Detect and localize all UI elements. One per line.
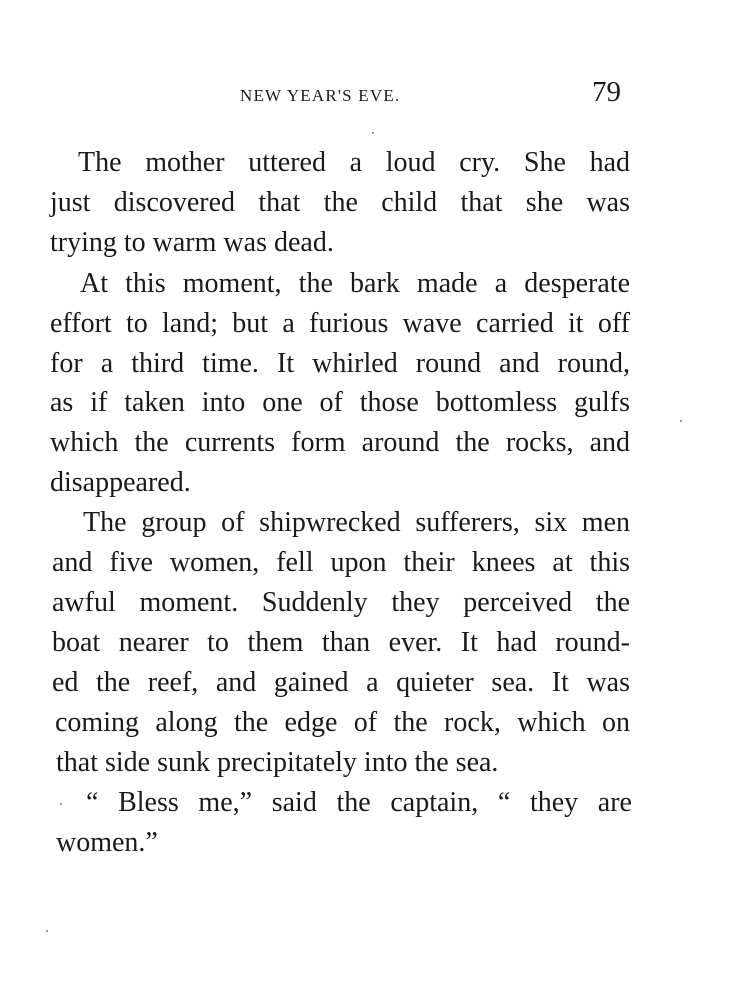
print-speck [46,930,48,932]
text-line: and five women, fell upon their knees at this [52,547,630,578]
print-speck [372,132,374,134]
text-line: disappeared. [50,467,191,498]
text-line: boat nearer to them than ever. It had round- [52,627,630,658]
text-line: trying to warm was dead. [50,227,334,258]
text-line: which the currents form around the rocks, and [50,427,630,458]
text-line: The mother uttered a loud cry. She had [78,147,630,178]
print-speck [680,420,682,422]
text-line: The group of shipwrecked sufferers, six men [83,507,630,538]
text-line: At this moment, the bark made a desperate [80,268,630,299]
text-line: coming along the edge of the rock, which on [55,707,630,738]
text-line: just discovered that the child that she was [50,187,630,218]
print-speck [60,803,62,805]
text-line: women.” [56,827,158,858]
text-line: as if taken into one of those bottomless gulfs [50,387,630,418]
text-line: “ Bless me,” said the captain, “ they are [86,787,632,818]
text-line: ed the reef, and gained a quieter sea. It was [52,667,630,698]
text-line: that side sunk precipitately into the sea. [56,747,499,778]
text-line: awful moment. Suddenly they perceived the [52,587,630,618]
page-number: 79 [592,76,621,108]
running-head: NEW YEAR'S EVE. [240,86,401,105]
text-line: for a third time. It whirled round and round, [50,348,630,379]
text-line: effort to land; but a furious wave carried it off [50,308,630,339]
